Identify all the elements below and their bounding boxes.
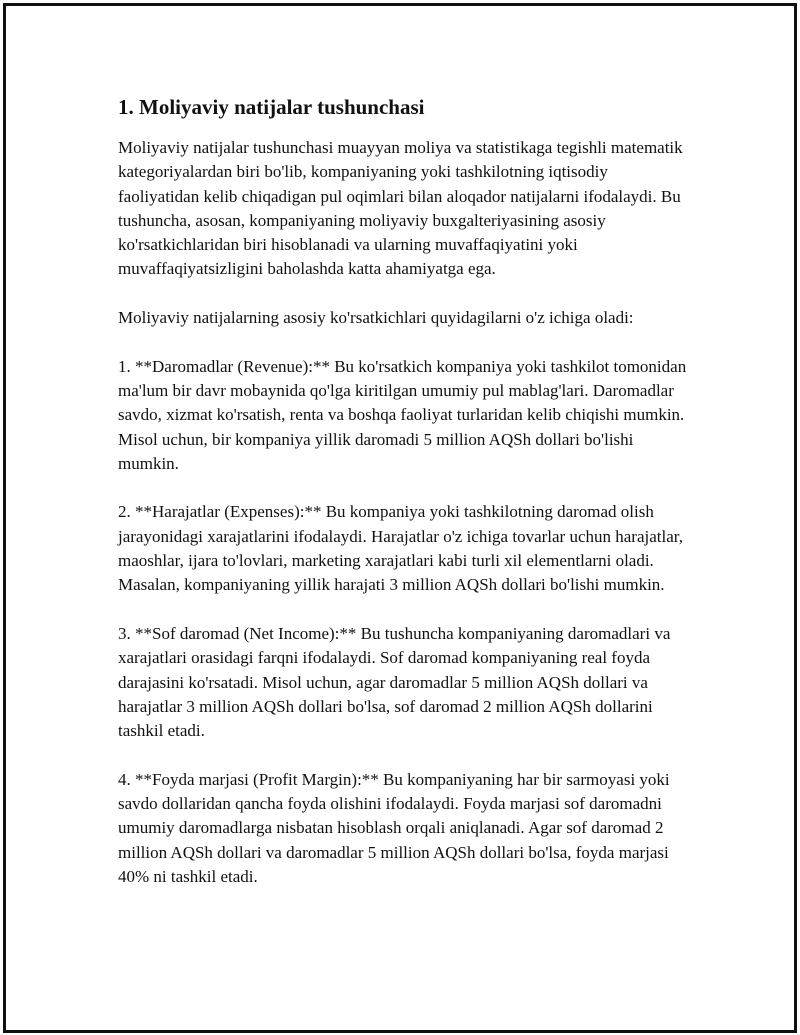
indicators-lead-paragraph: Moliyaviy natijalarning asosiy ko'rsatkichlari quyidagilarni o'z ichiga oladi: — [118, 308, 634, 328]
intro-paragraph: Moliyaviy natijalar tushunchasi muayyan moliya va statistikaga tegishli matematik kategoriyalardan biri bo'lib, kompaniyaning yoki tashkilotning iqtisodiy faoliyatidan kelib chiqadigan pul oqimlari bilan aloqador natijalarni ifodalaydi. Bu tushuncha, asosan, kompaniyaning moliyaviy buxgalteriyasining asosiy ko'rsatkichlaridan biri hisoblanadi va ularning muvaffaqiyatini yoki muvaffaqiyatsizligini baholashda katta ahamiyatga ega. — [118, 138, 683, 279]
profit-margin-paragraph: 4. **Foyda marjasi (Profit Margin):** Bu kompaniyaning har bir sarmoyasi yoki savdo dollaridan qancha foyda olishini ifodalaydi. Foyda marjasi sof daromadni umumiy daromadlarga nisbatan hisoblash orqali aniqlanadi. Agar sof daromad 2 million AQSh dollari va daromadlar 5 million AQSh dollari bo'lsa, foyda marjasi 40% ni tashkil etadi. — [118, 769, 670, 886]
document-body — [118, 92, 690, 914]
net-income-paragraph: 3. **Sof daromad (Net Income):** Bu tushuncha kompaniyaning daromadlari va xarajatlari orasidagi farqni ifodalaydi. Sof daromad kompaniyaning real foyda darajasini ko'rsatadi. Misol uchun, agar daromadlar 5 million AQSh dollari va harajatlar 3 million AQSh dollari bo'lsa, sof daromad 2 million AQSh dollarini tashkil etadi. — [118, 623, 671, 741]
section-title: 1. Moliyaviy natijalar tushunchasi — [118, 95, 425, 119]
expenses-paragraph: 2. **Harajatlar (Expenses):** Bu kompaniya yoki tashkilotning daromad olish jarayonidagi xarajatlarini ifodalaydi. Harajatlar o'z ichiga tovarlar uchun harajatlar, maoshlar, ijara to'lovlari, marketing xarajatlari kabi turli xil elementlarni oladi. Masalan, kompaniyaning yillik harajati 3 million AQSh dollari bo'lishi mumkin. — [118, 502, 684, 595]
revenue-paragraph: 1. **Daromadlar (Revenue):** Bu ko'rsatkich kompaniya yoki tashkilot tomonidan ma'lum bir davr mobaynida qo'lga kiritilgan umumiy pul mablag'lari. Daromadlar savdo, xizmat ko'rsatish, renta va boshqa faoliyat turlaridan kelib chiqishi mumkin. Misol uchun, bir kompaniya yillik daromadi 5 million AQSh dollari bo'lishi mumkin. — [118, 356, 687, 473]
